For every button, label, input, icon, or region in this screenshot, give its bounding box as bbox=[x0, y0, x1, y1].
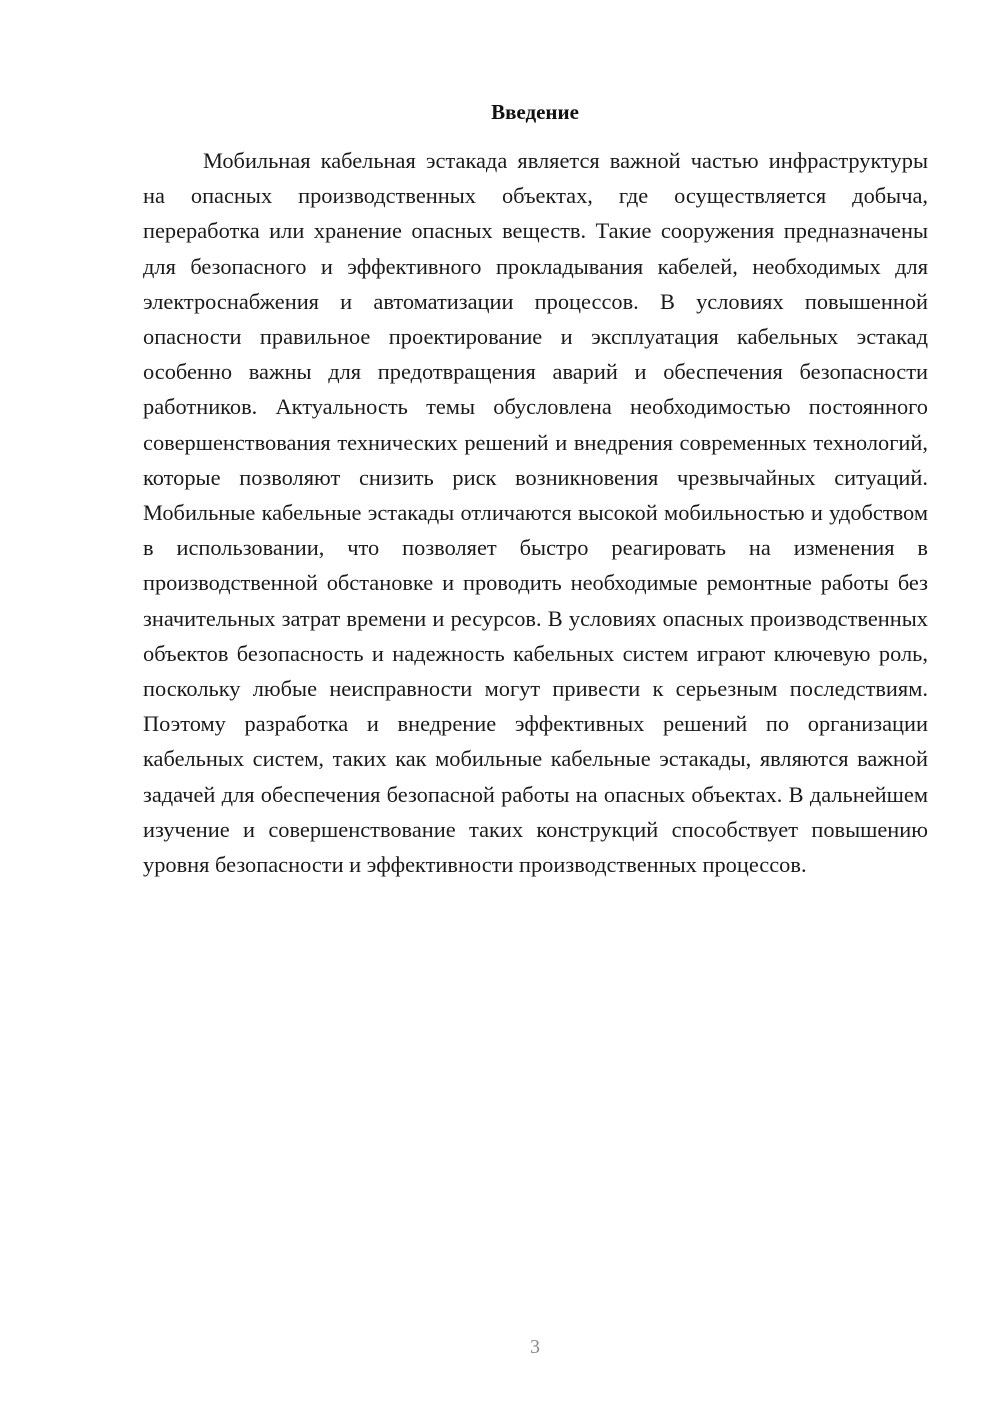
page-number: 3 bbox=[530, 1336, 540, 1358]
body-paragraph: Мобильная кабельная эстакада является важной частью инфраструктуры на опасных производственных объектах, где осуществляется добыча, переработка или хранение опасных веществ. Такие сооружения предназначены для безопасного и эффективного прокладывания кабелей, необходимых для электроснабжения и автоматизации процессов. В условиях повышенной опасности правильное проектирование и эксплуатация кабельных эстакад особенно важны для предотвращения аварий и обеспечения безопасности работников. Актуальность темы обусловлена необходимостью постоянного совершенствования технических решений и внедрения современных технологий, которые позволяют снизить риск возникновения чрезвычайных ситуаций. Мобильные кабельные эстакады отличаются высокой мобильностью и удобством в использовании, что позволяет быстро реагировать на изменения в производственной обстановке и проводить необходимые ремонтные работы без значительных затрат времени и ресурсов. В условиях опасных производственных объектов безопасность и надежность кабельных систем играют ключевую роль, поскольку любые неисправности могут привести к серьезным последствиям. Поэтому разработка и внедрение эффективных решений по организации кабельных систем, таких как мобильные кабельные эстакады, являются важной задачей для обеспечения безопасной работы на опасных объектах. В дальнейшем изучение и совершенствование таких конструкций способствует повышению уровня безопасности и эффективности производственных процессов. bbox=[143, 148, 928, 878]
section-heading: Введение bbox=[491, 100, 579, 124]
